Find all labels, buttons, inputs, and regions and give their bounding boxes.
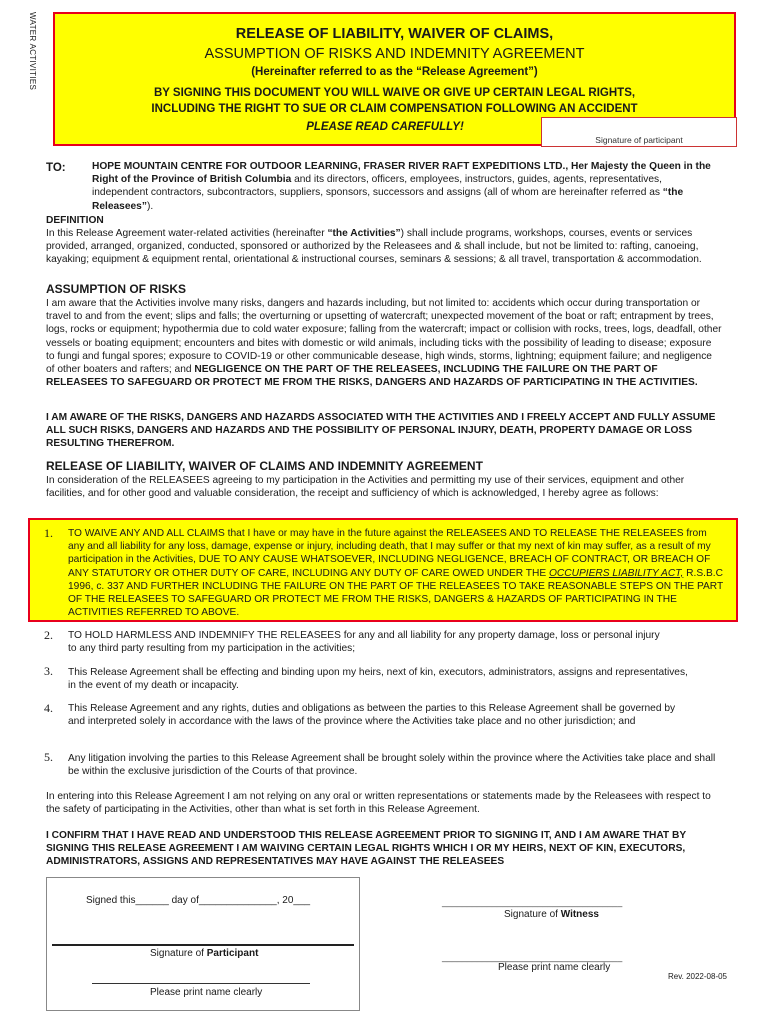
item-5-number: 5. xyxy=(44,750,53,764)
item-1-pre: TO WAIVE ANY AND ALL CLAIMS that I have or may have in the future against the RELEASEES AND TO RELEASE THE RELEASEES from any and all liability for any loss, damage, expense or injury, including death, that I may suffer or that my next of kin may suffer, as a result of my participation in the Activities, DUE TO ANY CAUSE WHATSOEVER, INCLUDING NEGLIGENCE, BREACH OF CONTRACT, OR BREACH OF ANY STATUTORY OR OTHER DUTY OF CARE, INCLUDING ANY DUTY OF CARE OWED UNDER THE xyxy=(68,528,711,579)
participant-signature-caption xyxy=(150,947,258,960)
release-intro: In consideration of the RELEASEES agreeing to my participation in the Activities and permitting my use of their services, equipment and other facilities, and for other good and valuable consideration, the receipt and sufficiency of which is acknowledged, I hereby agree as follows: xyxy=(46,475,685,500)
sig-participant-bold: Participant xyxy=(206,948,259,959)
header-hereinafter: (Hereinafter referred to as the “Release Agreement”) xyxy=(251,66,538,78)
header-warning xyxy=(55,85,734,117)
header-subtitle: ASSUMPTION OF RISKS AND INDEMNITY AGREEMENT xyxy=(204,46,585,62)
definition-heading: DEFINITION xyxy=(46,215,104,226)
participant-print-name: Please print name clearly xyxy=(150,987,263,998)
to-normal: and its directors, officers, employees, instructors, guides, agents, representatives, independent contractors, subcontractors, suppliers, sponsors, successors and assigns (all of whom are hereinafter referred as xyxy=(92,174,663,199)
item-2-text: TO HOLD HARMLESS AND INDEMNIFY THE RELEASEES for any and all liability for any property damage, loss or personal injury to any third party resulting from my participation in the activities; xyxy=(68,630,660,655)
item-5-text: Any litigation involving the parties to this Release Agreement shall be brought solely within the province where the Activities take place and shall be within the exclusive jurisdiction of the Courts of that province. xyxy=(68,753,716,778)
release-heading: RELEASE OF LIABILITY, WAIVER OF CLAIMS AND INDEMNITY AGREEMENT xyxy=(46,459,483,473)
definition-post: ) shall include programs, workshops, courses, events or services provided, arranged, organized, conducted, sponsored or authorized by the Releasees and & shall include, but not be limited to: rafting, canoeing, kayaking; equipment & equipment rental, orientational & instructional courses, seminars & sessions; & all travel, transportation & accommodation. xyxy=(46,228,702,266)
sig-witness-pre: Signature of xyxy=(504,909,561,920)
to-end: ). xyxy=(146,200,154,212)
side-label: WATER ACTIVITIES xyxy=(28,12,37,91)
witness-caption xyxy=(504,908,599,921)
assumption-negligence: NEGLIGENCE ON THE PART OF THE RELEASEES, INCLUDING THE FAILURE ON THE PART OF RELEASEES TO SAFEGUARD OR PROTECT ME FROM THE RISKS, DANGERS AND HAZARDS OF PARTICIPATING IN THE ACTIVITIES. xyxy=(46,364,698,389)
definition-pre: In this Release Agreement water-related activities (hereinafter xyxy=(46,228,328,239)
participant-signature-field[interactable] xyxy=(541,117,737,147)
participant-signature-line[interactable] xyxy=(52,944,354,946)
definition-activities: “the Activities” xyxy=(327,228,401,239)
sig-participant-pre: Signature of xyxy=(150,948,207,959)
assumption-aware: I AM AWARE OF THE RISKS, DANGERS AND HAZARDS ASSOCIATED WITH THE ACTIVITIES AND I FREELY ACCEPT AND FULLY ASSUME ALL SUCH RISKS, DANGERS AND HAZARDS AND THE POSSIBILITY OF PERSONAL INJURY, DEATH, PROPERTY DAMAGE OR LOSS RESULTING THEREFROM. xyxy=(46,412,716,450)
header-title: RELEASE OF LIABILITY, WAIVER OF CLAIMS, xyxy=(235,26,554,42)
revision-date: Rev. 2022-08-05 xyxy=(668,972,727,981)
participant-name-line[interactable] xyxy=(92,983,310,984)
item-4-number: 4. xyxy=(44,701,53,715)
header-box xyxy=(53,12,736,146)
item-1-number: 1. xyxy=(44,526,53,540)
sig-witness-bold: Witness xyxy=(560,909,599,920)
occupiers-act: OCCUPIERS LIABILITY ACT, xyxy=(548,567,684,579)
entering-text: In entering into this Release Agreement I am not relying on any oral or written representations or statements made by the Releasees with respect to the safety of participating in the Activities, other than what is set forth in this Release Agreement. xyxy=(46,791,711,816)
assumption-text xyxy=(46,297,722,389)
to-bold: HOPE MOUNTAIN CENTRE FOR OUTDOOR LEARNING, FRASER RIVER RAFT EXPEDITIONS LTD., Her Majesty the Queen in the Right of the Province of British Columbia xyxy=(92,161,711,186)
definition-text xyxy=(46,227,722,267)
witness-print-name: Please print name clearly xyxy=(498,962,611,973)
to-label: TO: xyxy=(46,162,66,174)
assumption-body: I am aware that the Activities involve many risks, dangers and hazards including, but not limited to: accidents which occur during transportation or travel to and from the event; slips and falls; the overturning or upsetting of watercraft; unexpected movement of the boat or raft; entrapment by trees, logs, rocks or equipment; hypothermia due to cold water exposure; falling from the watercraft; impact or collision with rocks, trees, logs, deadfall, other vessels or boating equipment; encounters and bites with domestic or wild animals, including ticks with the possibility of leading to disease; exposure to fungi and fungal spores; exposure to COVID-19 or other communicable desease, high winds, storms, lightning; equipment failure; and negligence of other boaters and rafters; and xyxy=(46,298,722,376)
signed-this[interactable]: Signed this______ day of______________, 20___ xyxy=(86,895,311,906)
witness-name-line[interactable]: ____________________________________ xyxy=(442,952,623,962)
item-3-text: This Release Agreement shall be effecting and binding upon my heirs, next of kin, executors, administrators, assigns and representatives, in the event of my death or incapacity. xyxy=(68,667,688,692)
warning-line-1: BY SIGNING THIS DOCUMENT YOU WILL WAIVE OR GIVE UP CERTAIN LEGAL RIGHTS, xyxy=(153,87,636,99)
read-carefully: PLEASE READ CAREFULLY! xyxy=(306,121,464,133)
warning-line-2: INCLUDING THE RIGHT TO SUE OR CLAIM COMPENSATION FOLLOWING AN ACCIDENT xyxy=(151,103,638,115)
confirm-text: I CONFIRM THAT I HAVE READ AND UNDERSTOOD THIS RELEASE AGREEMENT PRIOR TO SIGNING IT, AND I AM AWARE THAT BY SIGNING THIS RELEASE AGREEMENT I AM WAIVING CERTAIN LEGAL RIGHTS WHICH I OR MY HEIRS, NEXT OF KIN, EXECUTORS, ADMINISTRATORS, ASSIGNS AND REPRESENTATIVES MAY HAVE AGAINST THE RELEASEES xyxy=(46,830,686,868)
to-releasees: “the Releasees” xyxy=(92,187,684,212)
item-4-text: This Release Agreement and any rights, duties and obligations as between the parties to this Release Agreement shall be governed by and interpreted solely in accordance with the laws of the province where the Activities take place and no other jurisdiction; and xyxy=(68,703,676,728)
item-3-number: 3. xyxy=(44,664,53,678)
item-1-text xyxy=(68,527,724,619)
participant-signature-label: Signature of participant xyxy=(595,135,683,145)
to-text xyxy=(92,160,720,213)
item-1-post: R.S.B.C 1996, c. 337 AND FURTHER INCLUDING THE FAILURE ON THE PART OF THE RELEASEES TO TAKE REASONABLE STEPS ON THE PART OF THE RELEASEES TO SAFEGUARD OR PROTECT ME FROM THE RISKS, DANGERS & HAZARDS OF PARTICIPATING IN THE ACTIVITIES REFERRED TO ABOVE. xyxy=(68,567,724,619)
assumption-heading: ASSUMPTION OF RISKS xyxy=(46,282,187,296)
item-2-number: 2. xyxy=(44,628,53,642)
witness-line[interactable]: ____________________________________ xyxy=(442,897,623,907)
